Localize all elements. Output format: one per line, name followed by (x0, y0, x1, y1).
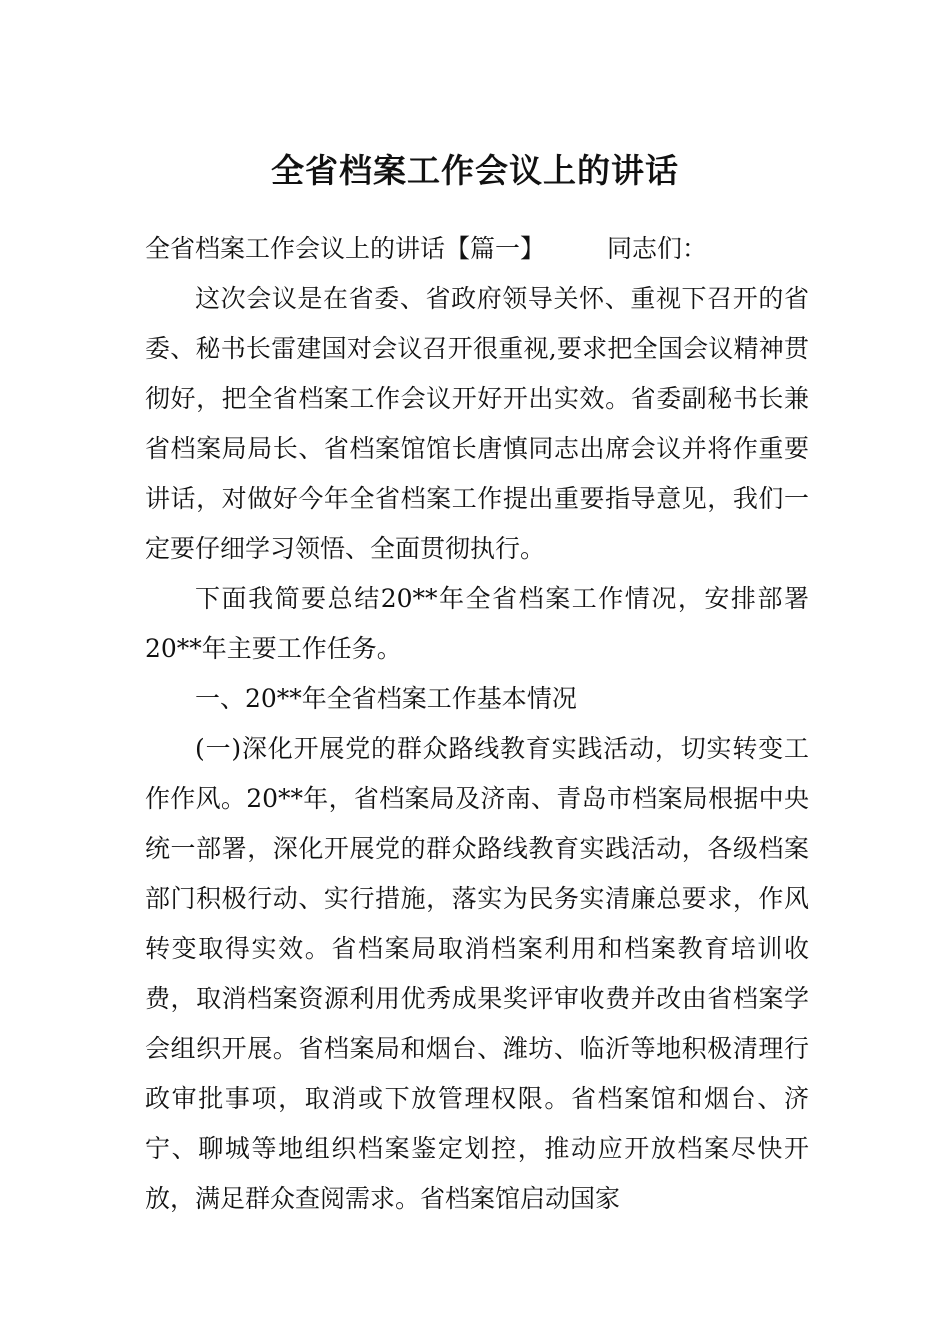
document-body (145, 224, 809, 1224)
lead-label: 全省档案工作会议上的讲话【篇一】 (145, 234, 546, 263)
body-paragraph: 这次会议是在省委、省政府领导关怀、重视下召开的省委、秘书长雷建国对会议召开很重视,要求把全国会议精神贯彻好，把全省档案工作会议开好开出实效。省委副秘书长兼省档案局局长、省档案馆馆长唐慎同志出席会议并将作重要讲话，对做好今年全省档案工作提出重要指导意见，我们一定要仔细学习领悟、全面贯彻执行。 (145, 284, 809, 563)
lead-line (145, 224, 809, 274)
section-heading: 一、20**年全省档案工作基本情况 (195, 684, 577, 713)
document-title: 全省档案工作会议上的讲话 (271, 151, 679, 191)
body-paragraph: 下面我简要总结20**年全省档案工作情况，安排部署20**年主要工作任务。 (145, 584, 809, 663)
greeting: 同志们： (607, 234, 708, 263)
section-paragraph: (一)深化开展党的群众路线教育实践活动，切实转变工作作风。20**年，省档案局及济南、青岛市档案局根据中央统一部署，深化开展党的群众路线教育实践活动，各级档案部门积极行动、实行措施，落实为民务实清廉总要求，作风转变取得实效。省档案局取消档案利用和档案教育培训收费，取消档案资源利用优秀成果奖评审收费并改由省档案学会组织开展。省档案局和烟台、潍坊、临沂等地积极清理行政审批事项，取消或下放管理权限。省档案馆和烟台、济宁、聊城等地组织档案鉴定划控，推动应开放档案尽快开放，满足群众查阅需求。省档案馆启动国家 (145, 734, 809, 1213)
